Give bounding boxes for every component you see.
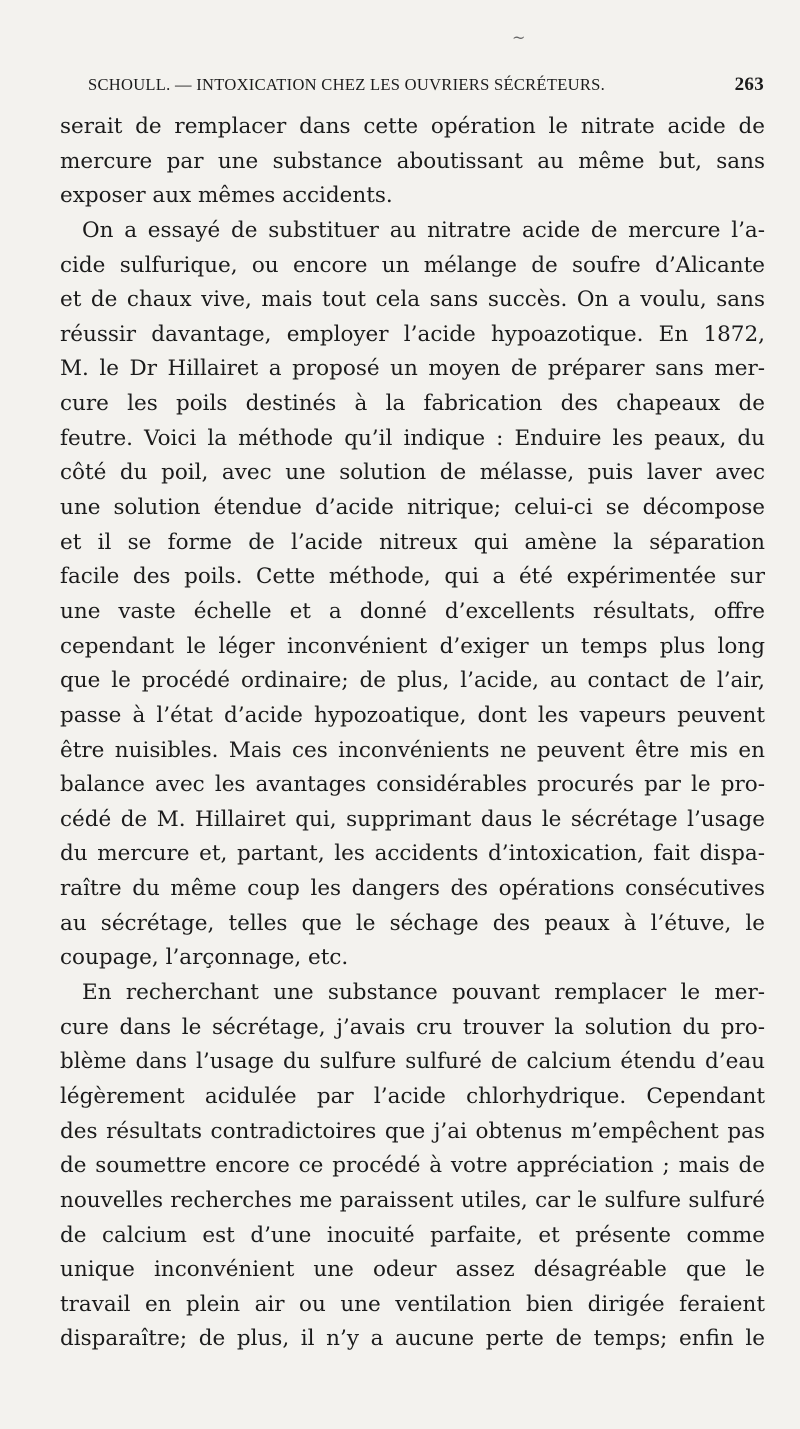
text-line: exposer aux mêmes accidents. xyxy=(60,183,393,209)
text-line: raître du même coup les dangers des opérations consécutives xyxy=(60,876,765,902)
text-line: du mercure et, partant, les accidents d’intoxication, fait dispa- xyxy=(60,841,765,867)
text-line: feutre. Voici la méthode qu’il indique : Enduire les peaux, du xyxy=(60,425,765,451)
text-line: réussir davantage, employer l’acide hypoazotique. En 1872, xyxy=(60,321,765,347)
text-line: On a essayé de substituer au nitratre acide de mercure l’a- xyxy=(82,217,765,243)
running-header xyxy=(88,74,764,96)
text-line: facile des poils. Cette méthode, qui a été expérimentée sur xyxy=(60,564,765,590)
text-line: des résultats contradictoires que j’ai obtenus m’empêchent pas xyxy=(60,1118,765,1144)
text-line: blème dans l’usage du sulfure sulfuré de calcium étendu d’eau xyxy=(60,1049,765,1075)
text-line: au sécrétage, telles que le séchage des peaux à l’étuve, le xyxy=(60,910,765,936)
body-text xyxy=(60,110,765,1357)
text-line: cure les poils destinés à la fabrication des chapeaux de xyxy=(60,391,765,417)
page-number: 263 xyxy=(734,74,764,95)
text-line: être nuisibles. Mais ces inconvénients ne peuvent être mis en xyxy=(60,737,765,763)
text-line: coupage, l’arçonnage, etc. xyxy=(60,945,349,971)
text-line: légèrement acidulée par l’acide chlorhydrique. Cependant xyxy=(60,1083,765,1109)
text-line: M. le Dr Hillairet a proposé un moyen de préparer sans mer- xyxy=(60,356,765,382)
text-line: de calcium est d’une inocuité parfaite, et présente comme xyxy=(60,1222,765,1248)
paragraph xyxy=(60,110,765,214)
text-line: et de chaux vive, mais tout cela sans succès. On a voulu, sans xyxy=(60,287,765,313)
text-line: travail en plein air ou une ventilation bien dirigée feraient xyxy=(60,1291,765,1317)
text-line: serait de remplacer dans cette opération le nitrate acide de xyxy=(60,114,765,139)
text-line: côté du poil, avec une solution de mélasse, puis laver avec xyxy=(60,460,765,486)
text-line: balance avec les avantages considérables procurés par le pro- xyxy=(60,772,765,798)
text-line: mercure par une substance aboutissant au même but, sans xyxy=(60,148,765,174)
text-line: une vaste échelle et a donné d’excellents résultats, offre xyxy=(60,598,765,624)
text-line: En recherchant une substance pouvant remplacer le mer- xyxy=(82,980,765,1006)
corner-mark: ~ xyxy=(512,28,526,47)
paragraph xyxy=(60,214,765,976)
text-line: cédé de M. Hillairet qui, supprimant daus le sécrétage l’usage xyxy=(60,806,765,832)
text-line: de soumettre encore ce procédé à votre appréciation ; mais de xyxy=(60,1153,765,1179)
text-line: et il se forme de l’acide nitreux qui amène la séparation xyxy=(60,529,765,555)
text-line: disparaître; de plus, il n’y a aucune perte de temps; enfin le xyxy=(60,1326,765,1352)
text-line: que le procédé ordinaire; de plus, l’acide, au contact de l’air, xyxy=(60,668,765,694)
text-line: cependant le léger inconvénient d’exiger un temps plus long xyxy=(60,633,765,659)
text-line: passe à l’état d’acide hypozoatique, dont les vapeurs peuvent xyxy=(60,702,765,728)
text-line: nouvelles recherches me paraissent utiles, car le sulfure sulfuré xyxy=(60,1187,765,1213)
running-title: SCHOULL. — INTOXICATION CHEZ LES OUVRIERS SÉCRÉTEURS. xyxy=(88,75,606,94)
text-line: unique inconvénient une odeur assez désagréable que le xyxy=(60,1257,765,1283)
paragraph xyxy=(60,976,765,1357)
text-line: une solution étendue d’acide nitrique; celui-ci se décompose xyxy=(60,495,765,521)
text-line: cide sulfurique, ou encore un mélange de soufre d’Alicante xyxy=(60,252,765,278)
text-line: cure dans le sécrétage, j’avais cru trouver la solution du pro- xyxy=(60,1014,765,1040)
